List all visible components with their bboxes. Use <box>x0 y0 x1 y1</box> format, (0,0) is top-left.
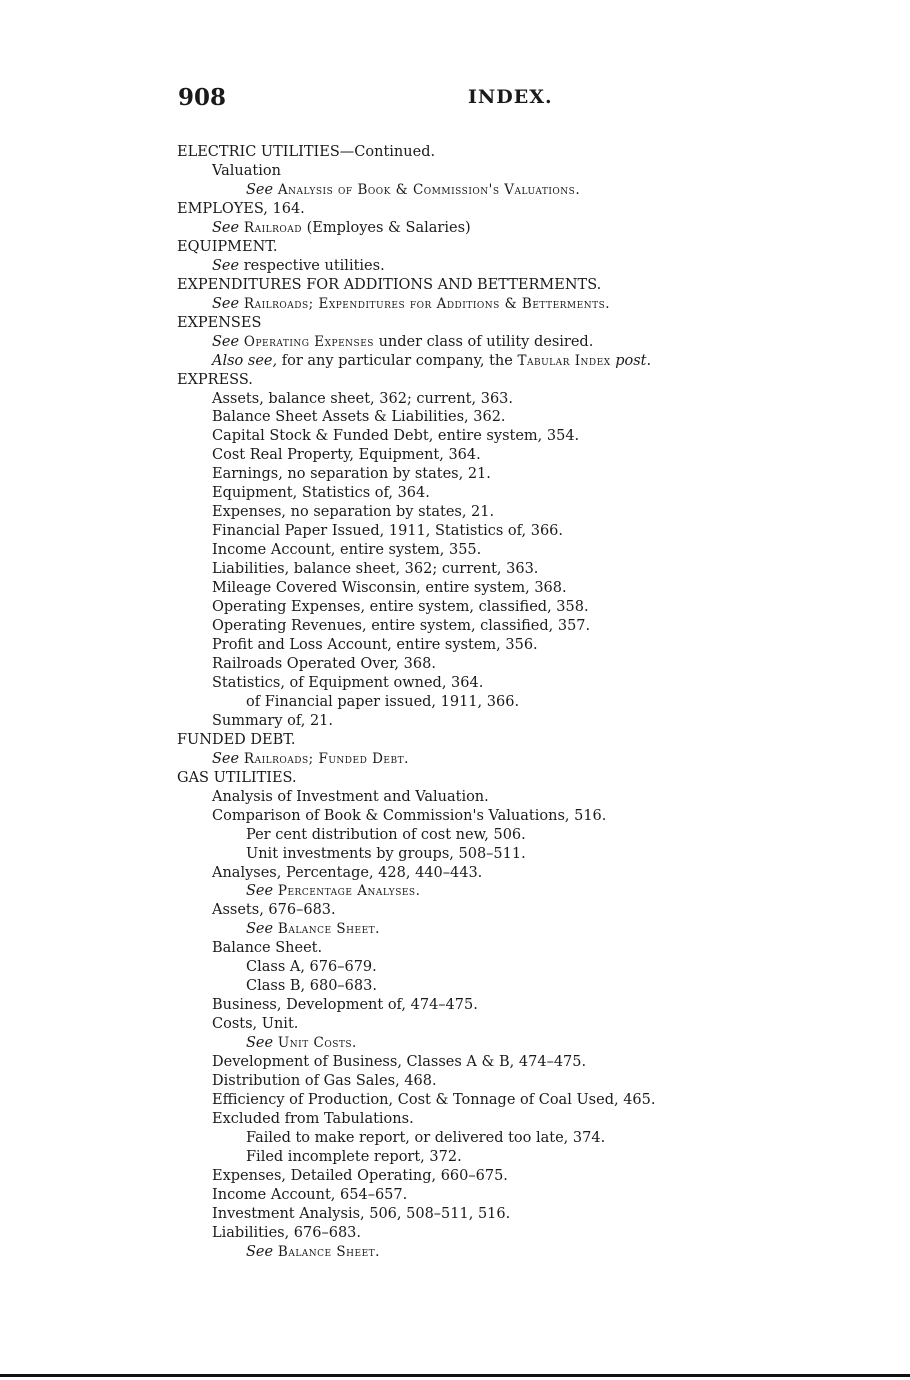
index-entry <box>212 636 538 654</box>
index-subentry <box>246 958 377 976</box>
index-entry <box>212 522 563 540</box>
entry-text: Analyses, Percentage, 428, 440–443. <box>212 864 483 881</box>
index-entry <box>212 864 482 882</box>
index-entry <box>212 1053 586 1071</box>
index-entry <box>212 996 478 1014</box>
entry-text: Investment Analysis, 506, 508–511, 516. <box>212 1205 511 1222</box>
entry-text: Comparison of Book & Commission's Valuations, 516. <box>212 807 607 824</box>
entry-text: Filed incomplete report, 372. <box>246 1148 462 1165</box>
entry-text: Capital Stock & Funded Debt, entire system, 354. <box>212 428 580 445</box>
entry-text: Cost Real Property, Equipment, 364. <box>212 447 481 464</box>
entry-text: Assets, balance sheet, 362; current, 363. <box>212 390 514 407</box>
entry-text: See <box>246 1243 274 1260</box>
entry-text: FUNDED DEBT. <box>177 731 296 748</box>
index-entry <box>212 484 430 502</box>
entry-text: EMPLOYES, 164. <box>177 200 305 217</box>
entry-text: See <box>212 333 240 350</box>
index-entry <box>212 579 567 597</box>
entry-text: Valuation <box>212 163 281 179</box>
entry-text: Liabilities, balance sheet, 362; current, 363. <box>212 561 539 578</box>
entry-text: GAS UTILITIES. <box>177 769 297 786</box>
entry-text: Distribution of Gas Sales, 468. <box>212 1073 437 1089</box>
index-entry <box>212 1205 510 1223</box>
index-heading <box>177 238 277 256</box>
index-entry <box>212 408 506 426</box>
index-subentry <box>246 845 526 863</box>
entry-text: Unit investments by groups, 508–511. <box>246 845 526 862</box>
index-entry <box>212 333 593 351</box>
entry-text: Railroads; Funded Debt. <box>239 750 409 767</box>
index-subentry <box>246 882 420 900</box>
entry-text: Summary of, 21. <box>212 712 334 729</box>
index-entry <box>212 901 336 919</box>
entry-text: Mileage Covered Wisconsin, entire system, 368. <box>212 580 567 597</box>
index-heading <box>177 731 295 749</box>
entry-text: Income Account, entire system, 355. <box>212 542 482 559</box>
index-entry <box>212 1015 298 1033</box>
entry-text: See <box>246 1035 274 1052</box>
entry-text: Assets, 676–683. <box>212 902 336 919</box>
entry-text: Operating Revenues, entire system, classified, 357. <box>212 618 591 634</box>
index-entry <box>212 598 589 616</box>
entry-text: Expenses, no separation by states, 21. <box>212 504 495 521</box>
index-entry <box>212 427 579 445</box>
index-subentry <box>246 1243 380 1261</box>
index-entry <box>212 295 610 313</box>
entry-text: Per cent distribution of cost new, 506. <box>246 826 526 843</box>
entry-text: Earnings, no separation by states, 21. <box>212 466 491 483</box>
index-heading <box>177 314 261 332</box>
index-entry <box>212 503 494 521</box>
index-entry <box>212 807 606 825</box>
index-entry <box>212 788 489 806</box>
index-heading <box>177 769 297 787</box>
index-entry <box>212 219 471 237</box>
index-entry <box>212 1186 407 1204</box>
entry-text: Balance Sheet. <box>212 940 323 957</box>
entry-text: under class of utility desired. <box>373 333 594 350</box>
entry-text: Excluded from Tabulations. <box>212 1111 414 1127</box>
entry-text: See <box>246 883 274 900</box>
index-entry <box>212 162 281 180</box>
index-entry <box>212 1091 655 1109</box>
index-entry <box>212 712 333 730</box>
entry-text: Railroads; Expenditures for Additions & Betterments. <box>239 295 611 312</box>
entry-text: See <box>212 295 240 312</box>
entry-text: Business, Development of, 474–475. <box>212 997 478 1014</box>
index-heading <box>177 371 253 389</box>
index-entry <box>212 617 590 635</box>
entry-text: Income Account, 654–657. <box>212 1186 408 1203</box>
entry-text: ELECTRIC UTILITIES—Continued. <box>177 144 436 160</box>
entry-text: See <box>212 257 240 274</box>
entry-text: Operating Expenses, entire system, classified, 358. <box>212 599 589 615</box>
entry-text: Railroads Operated Over, 368. <box>212 655 436 672</box>
index-subentry <box>246 977 377 995</box>
entry-text: post. <box>615 352 652 369</box>
index-heading <box>177 143 435 161</box>
index-subentry <box>246 181 580 199</box>
entry-text: EQUIPMENT. <box>177 238 278 255</box>
entry-text: Also see, <box>212 352 278 369</box>
entry-text: Failed to make report, or delivered too late, 374. <box>246 1129 606 1146</box>
page-number: 908 <box>178 84 227 111</box>
entry-text: See <box>246 181 274 198</box>
entry-text: Costs, Unit. <box>212 1016 299 1033</box>
entry-text: See <box>212 219 240 236</box>
entry-text: Class A, 676–679. <box>246 959 377 976</box>
entry-text: Equipment, Statistics of, 364. <box>212 485 430 502</box>
index-entry <box>212 655 436 673</box>
index-entry <box>212 1110 414 1128</box>
index-subentry <box>246 1129 605 1147</box>
entry-text: Profit and Loss Account, entire system, 356. <box>212 637 538 653</box>
entry-text: EXPRESS. <box>177 371 253 388</box>
index-entry <box>212 257 385 275</box>
entry-text: Analysis of Book & Commission's Valuations. <box>273 181 581 198</box>
entry-text: Development of Business, Classes A & B, 474–475. <box>212 1054 587 1071</box>
entry-text: (Employes & Salaries) <box>301 219 471 236</box>
entry-text: Efficiency of Production, Cost & Tonnage of Coal Used, 465. <box>212 1092 656 1108</box>
index-subentry <box>246 826 526 844</box>
entry-text: See <box>212 750 240 767</box>
index-entry <box>212 1224 361 1242</box>
entry-text: for any particular company, the <box>277 352 518 369</box>
index-entry <box>212 1167 508 1185</box>
entry-text: Operating Expenses <box>239 333 374 350</box>
entry-text: Percentage Analyses. <box>273 883 421 900</box>
entry-text: Expenses, Detailed Operating, 660–675. <box>212 1167 508 1184</box>
entry-text: EXPENDITURES FOR ADDITIONS AND BETTERMENTS. <box>177 276 602 293</box>
index-subentry <box>246 1148 462 1166</box>
index-entry <box>212 465 491 483</box>
entry-text: Balance Sheet Assets & Liabilities, 362. <box>212 409 506 426</box>
index-heading <box>177 276 601 294</box>
index-entry <box>212 674 483 692</box>
entry-text: Analysis of Investment and Valuation. <box>212 788 489 805</box>
entry-text: Class B, 680–683. <box>246 978 377 995</box>
index-entry <box>212 750 409 768</box>
entry-text: Statistics, of Equipment owned, 364. <box>212 674 484 691</box>
index-entry <box>212 390 513 408</box>
index-entry <box>212 939 322 957</box>
index-entry <box>212 352 651 370</box>
index-entry <box>212 541 481 559</box>
entry-text: Railroad <box>239 219 302 236</box>
entry-text: Balance Sheet. <box>273 1243 380 1260</box>
entry-text: Liabilities, 676–683. <box>212 1224 362 1241</box>
entry-text: EXPENSES <box>177 314 262 331</box>
entry-text: Unit Costs. <box>273 1035 357 1052</box>
index-subentry <box>246 693 519 711</box>
index-heading <box>177 200 305 218</box>
entry-text: Tabular Index <box>517 352 611 369</box>
entry-text: respective utilities. <box>239 257 385 274</box>
entry-text: Balance Sheet. <box>273 921 380 938</box>
index-entry <box>212 560 538 578</box>
index-subentry <box>246 1034 357 1052</box>
bottom-border <box>0 1374 910 1377</box>
entry-text: Financial Paper Issued, 1911, Statistics of, 366. <box>212 523 564 540</box>
index-entry <box>212 1072 437 1090</box>
entry-text: of Financial paper issued, 1911, 366. <box>246 693 520 710</box>
entry-text: See <box>246 921 274 938</box>
index-subentry <box>246 920 380 938</box>
index-entry <box>212 446 481 464</box>
running-head: INDEX. <box>468 86 553 108</box>
